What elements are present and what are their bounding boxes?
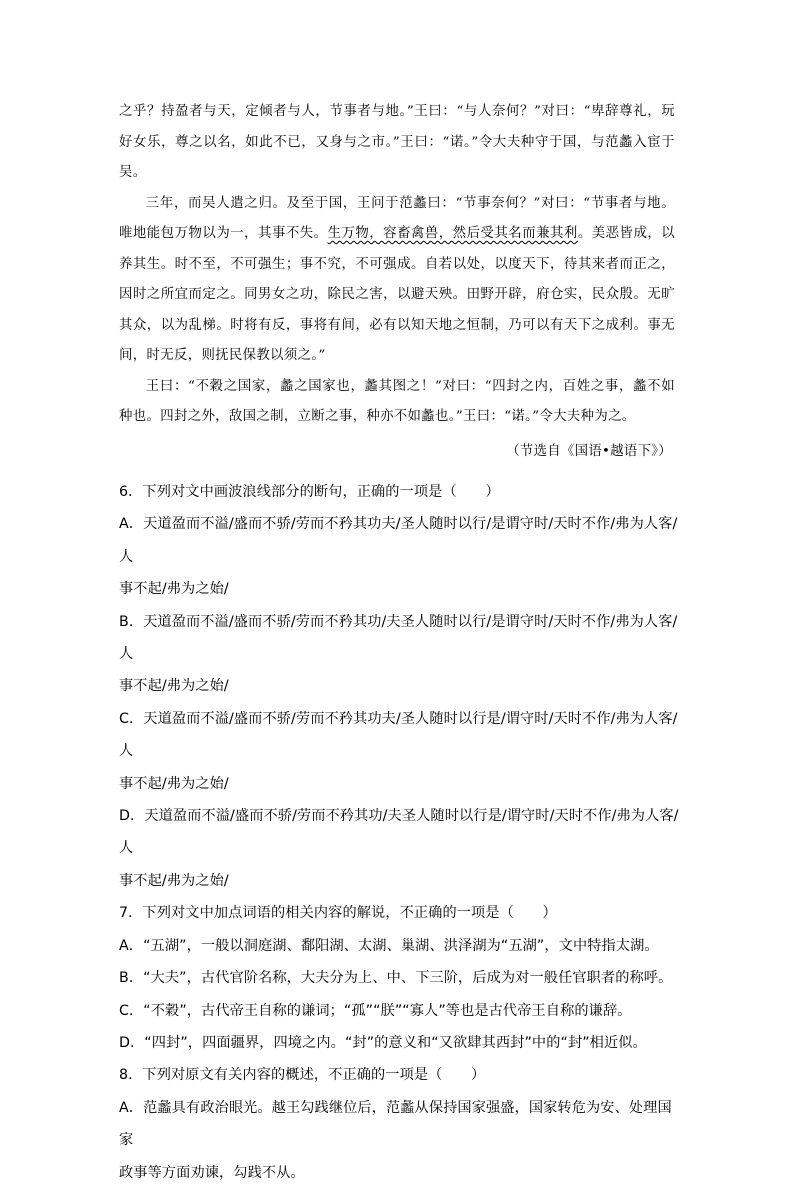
question-6-option-b-cont: 事不起/弗为之始/: [119, 678, 229, 695]
passage-paragraph-2: [119, 189, 675, 372]
passage-text: 三年，而吴人遣之归。及至于国，王问于范蠡曰：“节事奈何？”对曰：“节事者与地。唯地能包万物以为一，其事不失。: [119, 195, 675, 241]
passage-text: 。美恶皆成，以养其生。时不至，不可强生；事不究，不可强成。自若以处，以度天下，待其来者而正之，因时之所宜而定之。同男女之功，除民之害，以避天殃。田野开辟，府仓实，民众殷。无旷其众，以为乱梯。时将有反，事将有间，必有以知天地之恒制，乃可以有天下之成利。事无间，时无反，则抚民保教以须之。”: [119, 226, 675, 363]
question-6-option-c-cont: 事不起/弗为之始/: [119, 775, 229, 792]
passage-paragraph-1: 之乎？持盈者与天，定倾者与人，节事者与地。”王曰：“与人奈何？”对曰：“卑辞尊礼，玩好女乐，尊之以名，如此不已，又身与之市。”王曰：“诺。”令大夫种守于国，与范蠡入宦于吴。: [119, 104, 675, 180]
question-7-option-d: D．“四封”，四面疆界，四境之内。“封”的意义和“又欲肆其西封”中的“封”相近似。: [119, 1034, 647, 1051]
question-7-option-b: B．“大夫”，古代官阶名称，大夫分为上、中、下三阶，后成为对一般任官职者的称呼。: [119, 970, 673, 987]
question-6-option-c: C．天道盈而不溢/盛而不骄/劳而不矜其功夫/圣人随时以行是/谓守时/天时不作/弗为人客/人: [119, 710, 678, 760]
question-6-option-a: A．天道盈而不溢/盛而不骄/劳而不矜其功夫/圣人随时以行/是谓守时/天时不作/弗为人客/人: [119, 516, 678, 565]
question-8-stem: 8．下列对原文有关内容的概述，不正确的一项是（ ）: [119, 1067, 486, 1084]
question-6-option-a-cont: 事不起/弗为之始/: [119, 581, 229, 598]
question-7-option-a: A．“五湖”，一般以洞庭湖、鄱阳湖、太湖、巢湖、洪泽湖为“五湖”，文中特指太湖。: [119, 937, 659, 954]
question-6-option-b: B．天道盈而不溢/盛而不骄/劳而不矜其功/夫圣人随时以行/是谓守时/天时不作/弗为人客/人: [119, 613, 678, 663]
wavy-underlined-text: 生万物，容畜禽兽，然后受其名而兼其利: [327, 226, 578, 241]
question-7-stem: 7．下列对文中加点词语的相关内容的解说，不正确的一项是（ ）: [119, 905, 557, 922]
question-7-option-c: C．“不穀”，古代帝王自称的谦词；“孤”“朕”“寡人”等也是古代帝王自称的谦辞。: [119, 1002, 632, 1019]
passage-paragraph-3: 王曰：“不穀之国家，蠡之国家也，蠡其图之！”对曰：“四封之内，百姓之事，蠡不如种也。四封之外，敌国之制，立断之事，种亦不如蠡也。”王曰：“诺。”令大夫种为之。: [119, 378, 675, 424]
question-6-option-d: D．天道盈而不溢/盛而不骄/劳而不矜其功/夫圣人随时以行是/谓守时/天时不作/弗为人客/人: [119, 808, 679, 857]
question-8-option-a: A．范蠡具有政治眼光。越王勾践继位后，范蠡从保持国家强盛，国家转危为安、处理国家: [119, 1099, 672, 1149]
source-citation: （节选自《国语•越语下》）: [506, 444, 672, 459]
question-list: [119, 476, 679, 1189]
question-8-option-a-cont: 政事等方面劝谏，勾践不从。: [119, 1164, 305, 1181]
question-6-option-d-cont: 事不起/弗为之始/: [119, 872, 229, 889]
question-6-stem: 6．下列对文中画波浪线部分的断句，正确的一项是（ ）: [119, 484, 500, 500]
classical-passage: [119, 97, 675, 433]
